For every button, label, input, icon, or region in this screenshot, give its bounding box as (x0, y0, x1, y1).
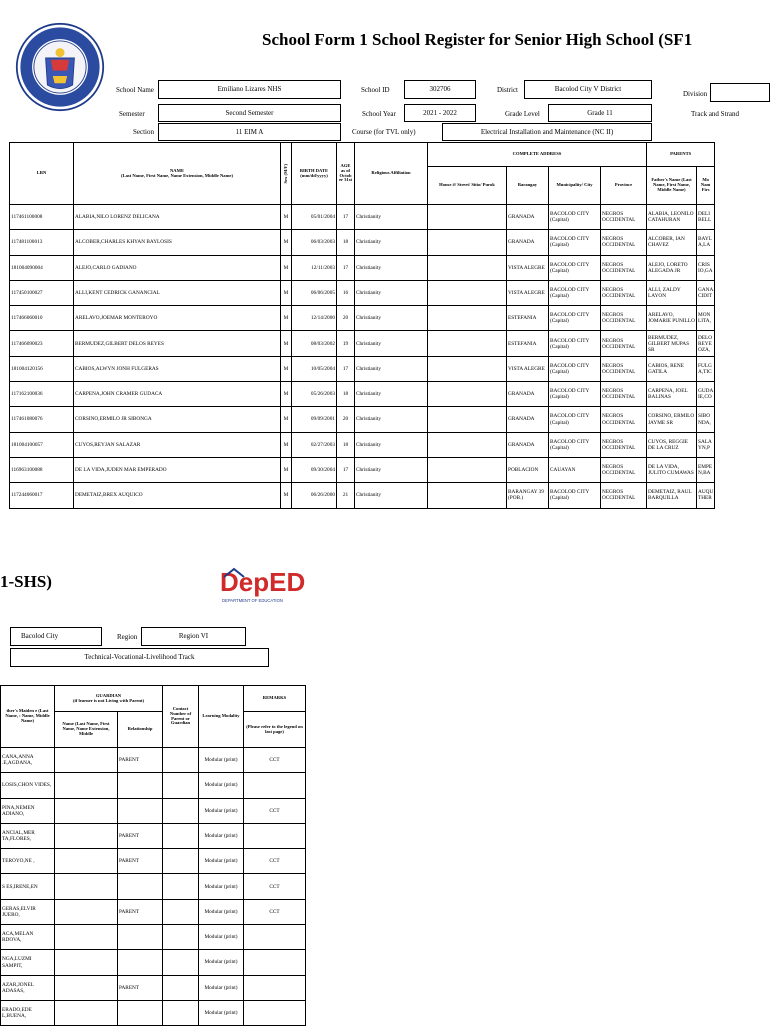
sex-cell: M (281, 382, 292, 407)
city-cell: BACOLOD CITY (Capital) (549, 280, 601, 305)
region-field[interactable]: Region VI (141, 627, 246, 646)
guardian-header (55, 686, 163, 712)
birth-date-cell: 08/03/2002 (292, 331, 337, 356)
lrn-cell: 117450100027 (10, 280, 74, 305)
register-table (9, 142, 715, 509)
semester-field[interactable]: Second Semester (158, 104, 341, 122)
mother-cell-partial: AUQU THER (697, 483, 715, 508)
age-header: AGE as of Octob er 31st (337, 143, 355, 205)
form-title: School Form 1 School Register for Senior High School (SF1 (262, 30, 693, 49)
guardian-name-cell (55, 748, 118, 773)
relationship-cell: PARENT (118, 899, 163, 924)
father-cell: CARPENA, JOEL BALINAS (647, 382, 697, 407)
guardian-name-cell (55, 874, 118, 899)
remarks-cell: CCT (244, 874, 306, 899)
guardian-name-cell (55, 798, 118, 823)
school-id-label: School ID (361, 86, 390, 94)
deped-seal-logo (15, 22, 105, 112)
age-cell: 18 (337, 382, 355, 407)
page2-title-partial: 1-SHS) (0, 572, 52, 591)
city-cell: BACOLOD CITY (Capital) (549, 356, 601, 381)
guardian-name-cell (55, 975, 118, 1000)
table-row (10, 356, 715, 381)
birth-date-header: BIRTH DATE (mm/dd/yyyy) (292, 143, 337, 205)
age-cell: 20 (337, 306, 355, 331)
region-label: Region (117, 633, 138, 641)
contact-cell (163, 849, 199, 874)
table-row (1, 748, 306, 773)
modality-cell: Modular (print) (199, 874, 244, 899)
lrn-cell: 117466090023 (10, 331, 74, 356)
division-field[interactable] (710, 83, 770, 102)
mother-maiden-cell: NGA,LUZMI SAMPIT, (1, 950, 55, 975)
house-cell (428, 407, 507, 432)
age-cell: 17 (337, 205, 355, 230)
age-cell: 19 (337, 331, 355, 356)
contact-cell (163, 874, 199, 899)
mother-cell-partial: GANA CIDIT (697, 280, 715, 305)
father-cell: DE LA VIDA, JULITO CUMAWAS (647, 457, 697, 482)
table-row (1, 975, 306, 1000)
city-cell: BACOLOD CITY (Capital) (549, 407, 601, 432)
course-field[interactable]: Electrical Installation and Maintenance (NC II) (442, 123, 652, 141)
city-cell: BACOLOD CITY (Capital) (549, 255, 601, 280)
modality-cell: Modular (print) (199, 773, 244, 798)
lrn-header: LRN (10, 143, 74, 205)
province-cell: NEGROS OCCIDENTAL (601, 331, 647, 356)
barangay-cell: ESTEFANIA (507, 331, 549, 356)
contact-header: Contact Number of Parent or Guardian (163, 686, 199, 748)
name-cell: ALEJO,CARLO GADIANO (74, 255, 281, 280)
barangay-cell: GRANADA (507, 432, 549, 457)
birth-date-cell: 12/14/2000 (292, 306, 337, 331)
division-label: Division (683, 90, 708, 98)
remarks-cell: CCT (244, 849, 306, 874)
mother-maiden-cell: ANCIAL,MER TA,FLORES, (1, 823, 55, 848)
father-cell: ARELAVO, JOMARIE PUNILLO (647, 306, 697, 331)
name-header-title: NAME (169, 167, 185, 173)
religion-cell: Christianity (355, 255, 428, 280)
father-header: Father's Name (Last Name, First Name, Middle Name) (647, 167, 697, 205)
table-row (1, 823, 306, 848)
sex-cell: M (281, 205, 292, 230)
sex-cell: M (281, 483, 292, 508)
guardian-name-cell (55, 950, 118, 975)
name-cell: CUYOS,REYJAN SALAZAR (74, 432, 281, 457)
deped-logo-sub: DEPARTMENT OF EDUCATION (222, 598, 283, 603)
religion-cell: Christianity (355, 331, 428, 356)
school-year-label: School Year (362, 110, 396, 118)
modality-header: Learning Modality (199, 686, 244, 748)
birth-date-cell: 09/30/2004 (292, 457, 337, 482)
religion-cell: Christianity (355, 432, 428, 457)
mother-maiden-cell: S ES,IRENE,EN (1, 874, 55, 899)
relationship-cell: PARENT (118, 849, 163, 874)
province-cell: NEGROS OCCIDENTAL (601, 356, 647, 381)
sex-cell: M (281, 331, 292, 356)
lrn-cell: 181004100057 (10, 432, 74, 457)
barangay-cell: VISTA ALEGRE (507, 255, 549, 280)
barangay-cell: POBLACION (507, 457, 549, 482)
modality-cell: Modular (print) (199, 950, 244, 975)
province-cell: NEGROS OCCIDENTAL (601, 306, 647, 331)
mother-cell-partial: DELI BELL (697, 205, 715, 230)
contact-cell (163, 950, 199, 975)
guardian-name-cell (55, 773, 118, 798)
religion-cell: Christianity (355, 483, 428, 508)
city-cell: BACOLOD CITY (Capital) (549, 432, 601, 457)
name-header-sub: (Last Name, First Name, Name Extension, Middle Name) (120, 172, 234, 178)
relationship-cell (118, 1000, 163, 1025)
deped-logo (218, 563, 306, 605)
barangay-cell: GRANADA (507, 205, 549, 230)
contact-cell (163, 748, 199, 773)
city-field[interactable]: Bacolod City (10, 627, 102, 646)
father-cell: ALEJO, LORETO ALEGADA JR (647, 255, 697, 280)
house-cell (428, 382, 507, 407)
city-cell: BACOLOD CITY (Capital) (549, 230, 601, 255)
relationship-cell (118, 925, 163, 950)
remarks-header: REMARKS (244, 686, 306, 712)
name-cell: ALCOBER,CHARLES KHYAN BAYLOSIS (74, 230, 281, 255)
relationship-cell (118, 798, 163, 823)
name-cell: CORSINO,ERMILO JR SIBONGA (74, 407, 281, 432)
sex-cell: M (281, 356, 292, 381)
table-row (1, 773, 306, 798)
city-cell: BACOLOD CITY (Capital) (549, 382, 601, 407)
guardian-name-cell (55, 1000, 118, 1025)
mother-maiden-header: ther's Maiden e (Last Name, : Name, Middle Name) (1, 686, 55, 748)
city-cell: BACOLOD CITY (Capital) (549, 306, 601, 331)
guardian-name-cell (55, 823, 118, 848)
modality-cell: Modular (print) (199, 748, 244, 773)
sex-cell: M (281, 255, 292, 280)
relationship-cell: PARENT (118, 748, 163, 773)
sex-header-text: Sex (M/F) (282, 163, 288, 184)
guardian-name-header: Name (Last Name, First Name, Name Extension, Middle (55, 712, 118, 748)
name-cell: ALABIA,NILO LORENZ DELICANA (74, 205, 281, 230)
father-cell: ALLI, ZALDY LAYON (647, 280, 697, 305)
table-row (1, 849, 306, 874)
mother-maiden-cell: GERAS,ELVIR JUERO, (1, 899, 55, 924)
city-cell: BACOLOD CITY (Capital) (549, 483, 601, 508)
name-cell: CARPENA,JOHN CRAMER GUDACA (74, 382, 281, 407)
city-cell: BACOLOD CITY (Capital) (549, 205, 601, 230)
mother-maiden-cell: ACA,MELAN RDOVA, (1, 925, 55, 950)
religion-cell: Christianity (355, 382, 428, 407)
mother-cell-partial: CRIS IO,GA (697, 255, 715, 280)
modality-cell: Modular (print) (199, 925, 244, 950)
guardian-name-cell (55, 925, 118, 950)
grade-level-field[interactable]: Grade 11 (548, 104, 652, 122)
table-row (1, 1000, 306, 1025)
province-cell: NEGROS OCCIDENTAL (601, 432, 647, 457)
age-cell: 21 (337, 483, 355, 508)
modality-cell: Modular (print) (199, 849, 244, 874)
contact-cell (163, 1000, 199, 1025)
age-cell: 18 (337, 230, 355, 255)
municipality-header: Municipality/ City (549, 167, 601, 205)
barangay-cell: GRANADA (507, 407, 549, 432)
province-cell: NEGROS OCCIDENTAL (601, 457, 647, 482)
father-cell: CABIOS, RENE GATILA (647, 356, 697, 381)
province-header: Province (601, 167, 647, 205)
sex-cell: M (281, 432, 292, 457)
birth-date-cell: 06/06/2005 (292, 280, 337, 305)
table-row (10, 255, 715, 280)
sex-cell: M (281, 230, 292, 255)
barangay-cell: GRANADA (507, 382, 549, 407)
age-cell: 17 (337, 255, 355, 280)
table-row (10, 306, 715, 331)
province-cell: NEGROS OCCIDENTAL (601, 483, 647, 508)
age-cell: 17 (337, 457, 355, 482)
page2-table (0, 685, 306, 1026)
mother-cell-partial: FULG A,TIC (697, 356, 715, 381)
religion-cell: Christianity (355, 457, 428, 482)
mother-cell-partial: EMPE N,BA (697, 457, 715, 482)
mother-cell-partial: SALA YN,P (697, 432, 715, 457)
province-cell: NEGROS OCCIDENTAL (601, 230, 647, 255)
relationship-header: Relationship (118, 712, 163, 748)
house-cell (428, 483, 507, 508)
lrn-cell: 181004090004 (10, 255, 74, 280)
province-cell: NEGROS OCCIDENTAL (601, 382, 647, 407)
name-cell: CABIOS,ALWYN JONH FULGERAS (74, 356, 281, 381)
birth-date-cell: 09/09/2001 (292, 407, 337, 432)
lrn-cell: 117461080076 (10, 407, 74, 432)
table-row (1, 950, 306, 975)
name-cell: ARELAVO,JOEMAR MONTEROYO (74, 306, 281, 331)
father-cell: BERMUDEZ, GILBERT MUPAS SR (647, 331, 697, 356)
age-cell: 18 (337, 432, 355, 457)
birth-date-cell: 06/26/2000 (292, 483, 337, 508)
house-cell (428, 255, 507, 280)
house-cell (428, 280, 507, 305)
district-field[interactable]: Bacolod City V District (524, 80, 652, 99)
house-cell (428, 432, 507, 457)
religion-cell: Christianity (355, 230, 428, 255)
mother-header-partial: Mo Nam Firs (697, 167, 715, 205)
mother-cell-partial: GUDA IE,CO (697, 382, 715, 407)
course-label: Course (for TVL only) (352, 128, 416, 136)
religion-cell: Christianity (355, 407, 428, 432)
father-cell: CORSINO, ERMILO JAYME SR (647, 407, 697, 432)
barangay-cell: ESTEFANIA (507, 306, 549, 331)
table-row (1, 899, 306, 924)
guardian-sub: (if learner is not Living with Parent) (72, 697, 145, 703)
contact-cell (163, 899, 199, 924)
table-row (1, 874, 306, 899)
section-field[interactable]: 11 EIM A (158, 123, 341, 141)
name-cell: DEMETAIZ,BREX AUQUICO (74, 483, 281, 508)
mother-maiden-cell: TEROYO,NE , (1, 849, 55, 874)
table-row (10, 230, 715, 255)
relationship-cell (118, 874, 163, 899)
province-cell: NEGROS OCCIDENTAL (601, 407, 647, 432)
semester-label: Semester (119, 110, 145, 118)
guardian-name-cell (55, 899, 118, 924)
father-cell: ALCOBER, IAN CHAVEZ (647, 230, 697, 255)
age-cell: 20 (337, 407, 355, 432)
barangay-cell: VISTA ALEGRE (507, 280, 549, 305)
remarks-cell (244, 1000, 306, 1025)
lrn-cell: 117162100036 (10, 382, 74, 407)
age-cell: 17 (337, 356, 355, 381)
district-label: District (497, 86, 518, 94)
sex-cell: M (281, 457, 292, 482)
contact-cell (163, 798, 199, 823)
school-name-field[interactable]: Emiliano Lizares NHS (158, 80, 341, 99)
guardian-name-cell (55, 849, 118, 874)
mother-cell-partial: DELO REYE OZA, (697, 331, 715, 356)
table-row (10, 457, 715, 482)
remarks-sub-header: (Please refer to the legend on last page) (244, 712, 306, 748)
remarks-cell (244, 823, 306, 848)
table-row (10, 432, 715, 457)
relationship-cell (118, 950, 163, 975)
lrn-cell: 117466060010 (10, 306, 74, 331)
table-row (10, 407, 715, 432)
remarks-cell: CCT (244, 899, 306, 924)
table-row (1, 798, 306, 823)
city-cell: CAUAYAN (549, 457, 601, 482)
lrn-cell: 116963100088 (10, 457, 74, 482)
remarks-cell (244, 950, 306, 975)
address-header: COMPLETE ADDRESS (428, 143, 647, 167)
remarks-cell: CCT (244, 798, 306, 823)
modality-cell: Modular (print) (199, 823, 244, 848)
house-cell (428, 306, 507, 331)
modality-cell: Modular (print) (199, 975, 244, 1000)
remarks-cell: CCT (244, 748, 306, 773)
contact-cell (163, 823, 199, 848)
house-header: House #/ Street/ Sitio/ Purok (428, 167, 507, 205)
deped-logo-text: DepED (220, 567, 306, 597)
mother-maiden-cell: PINA,NEMEN ADIANO, (1, 798, 55, 823)
father-cell: ALABIA, LEONILO CATAHURAN (647, 205, 697, 230)
track-field[interactable]: Technical-Vocational-Livelihood Track (10, 648, 269, 667)
modality-cell: Modular (print) (199, 899, 244, 924)
religion-header: Religious Affiliation (355, 143, 428, 205)
name-header (74, 143, 281, 205)
religion-cell: Christianity (355, 205, 428, 230)
parents-header: PARENTS (647, 143, 715, 167)
name-cell: BERMUDEZ,GILBERT DELOS REYES (74, 331, 281, 356)
lrn-cell: 181004120156 (10, 356, 74, 381)
mother-maiden-cell: AZAR,JONEL ADASAS, (1, 975, 55, 1000)
remarks-cell (244, 925, 306, 950)
table-row (10, 280, 715, 305)
barangay-cell: BARANGAY 39 (POB.) (507, 483, 549, 508)
contact-cell (163, 925, 199, 950)
province-cell: NEGROS OCCIDENTAL (601, 280, 647, 305)
lrn-cell: 117244060017 (10, 483, 74, 508)
relationship-cell (118, 773, 163, 798)
house-cell (428, 230, 507, 255)
section-label: Section (133, 128, 154, 136)
sex-cell: M (281, 407, 292, 432)
school-name-label: School Name (116, 86, 154, 94)
table-row (10, 205, 715, 230)
religion-cell: Christianity (355, 306, 428, 331)
barangay-cell: GRANADA (507, 230, 549, 255)
father-cell: CUYOS, REGGIE DE LA CRUZ (647, 432, 697, 457)
birth-date-cell: 05/01/2004 (292, 205, 337, 230)
relationship-cell: PARENT (118, 823, 163, 848)
table-row (1, 925, 306, 950)
mother-cell-partial: BAYL A,LA (697, 230, 715, 255)
relationship-cell: PARENT (118, 975, 163, 1000)
school-year-field[interactable]: 2021 - 2022 (404, 104, 476, 122)
mother-cell-partial: MON LITA, (697, 306, 715, 331)
city-cell: BACOLOD CITY (Capital) (549, 331, 601, 356)
track-strand-label: Track and Strand (691, 110, 739, 118)
guardian-title: GUARDIAN (95, 692, 122, 698)
age-cell: 16 (337, 280, 355, 305)
house-cell (428, 356, 507, 381)
province-cell: NEGROS OCCIDENTAL (601, 205, 647, 230)
mother-maiden-cell: ERADO,EDE L,BUENA, (1, 1000, 55, 1025)
house-cell (428, 331, 507, 356)
name-cell: DE LA VIDA,JUDEN MAR EMPERADO (74, 457, 281, 482)
contact-cell (163, 773, 199, 798)
grade-level-label: Grade Level (505, 110, 540, 118)
school-id-field[interactable]: 302706 (404, 80, 476, 99)
father-cell: DEMETAIZ, RAUL BARQUILLA (647, 483, 697, 508)
province-cell: NEGROS OCCIDENTAL (601, 255, 647, 280)
contact-cell (163, 975, 199, 1000)
table-row (10, 331, 715, 356)
mother-maiden-cell: LOSIS,CHON VIDES, (1, 773, 55, 798)
religion-cell: Christianity (355, 280, 428, 305)
barangay-cell: VISTA ALEGRE (507, 356, 549, 381)
house-cell (428, 457, 507, 482)
birth-date-cell: 12/11/2003 (292, 255, 337, 280)
mother-cell-partial: SIBO NDA, (697, 407, 715, 432)
birth-date-cell: 06/03/2003 (292, 230, 337, 255)
lrn-cell: 117461100008 (10, 205, 74, 230)
table-row (10, 483, 715, 508)
birth-date-cell: 02/27/2003 (292, 432, 337, 457)
modality-cell: Modular (print) (199, 798, 244, 823)
mother-maiden-cell: CANA,ANNA .E,AGDANA, (1, 748, 55, 773)
name-cell: ALLI,KENT CEDRICK GANANCIAL (74, 280, 281, 305)
sex-header (281, 143, 292, 205)
birth-date-cell: 05/26/2003 (292, 382, 337, 407)
birth-date-cell: 10/05/2004 (292, 356, 337, 381)
barangay-header: Barangay (507, 167, 549, 205)
table-row (10, 382, 715, 407)
sex-cell: M (281, 280, 292, 305)
remarks-cell (244, 773, 306, 798)
remarks-cell (244, 975, 306, 1000)
house-cell (428, 205, 507, 230)
modality-cell: Modular (print) (199, 1000, 244, 1025)
sex-cell: M (281, 306, 292, 331)
religion-cell: Christianity (355, 356, 428, 381)
lrn-cell: 117481100013 (10, 230, 74, 255)
